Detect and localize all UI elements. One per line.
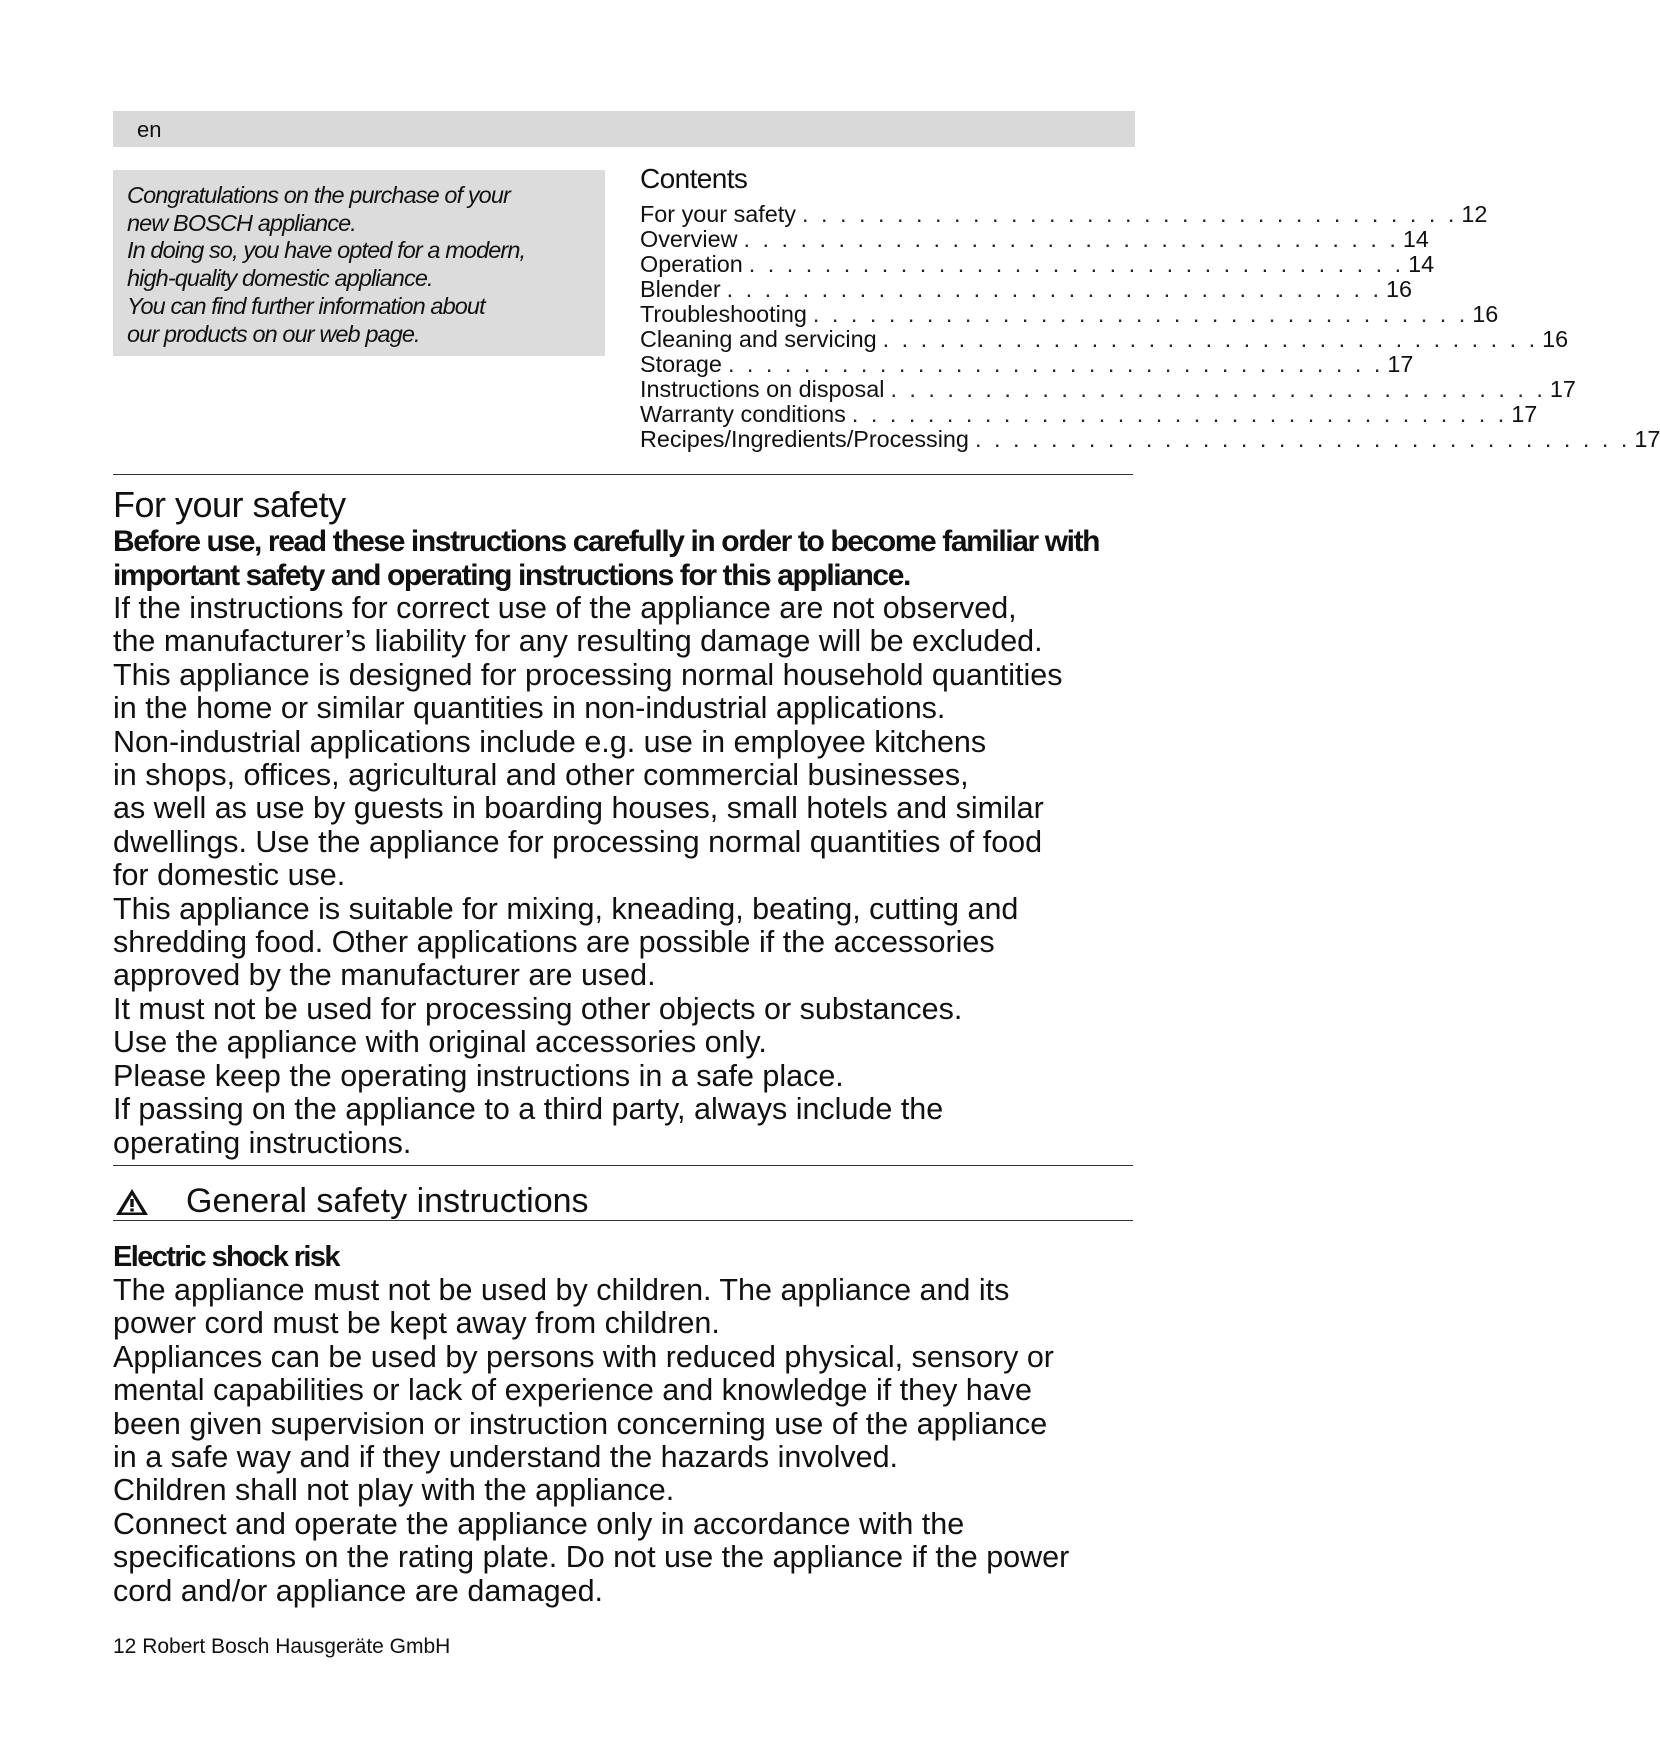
contents-item[interactable] [640,426,1660,452]
electric-shock-body: The appliance must not be used by children. The appliance and its power cord must be kept away from children. Appliances can be used by persons with reduced physical, sensory or mental capabilities or lack of experience and knowledge if they have been given supervision or instruction concerning use of the appliance in a safe way and if they understand the hazards involved. Children shall not play with the appliance. Connect and operate the appliance only in accordance with the specifications on the rating plate. Do not use the appliance if the power cord and/or appliance are damaged. [113,1273,1070,1608]
safety-title: For your safety [113,484,346,525]
contents-title: Contents [640,163,748,194]
safety-lead: Before use, read these instructions carefully in order to become familiar with important safety and operating instructions for this appliance. [113,525,1100,592]
electric-shock-title: Electric shock risk [113,1241,339,1273]
contents-item[interactable] [640,376,1576,402]
contents-item-page: 16 [1472,301,1499,327]
intro-box [113,170,605,356]
contents-item-page: 17 [1634,426,1660,452]
leader-dots: . . . . . . . . . . . . . . . . . . . . . . . . . . . . . . . . . . . [890,376,1546,402]
leader-dots: . . . . . . . . . . . . . . . . . . . . . . . . . . . . . . . . . . . [743,226,1399,252]
contents-item-label: Overview [640,226,738,252]
leader-dots: . . . . . . . . . . . . . . . . . . . . . . . . . . . . . . . . . . . [802,201,1458,227]
contents-item-label: For your safety [640,201,796,227]
safety-body: If the instructions for correct use of the appliance are not observed, the manufacturer’s liability for any resulting damage will be excluded. This appliance is designed for processing normal household quantities in the home or similar quantities in non-industrial applications. Non-industrial applications include e.g. use in employee kitchens in shops, offices, agricultural and other commercial businesses, as well as use by guests in boarding houses, small hotels and similar dwellings. Use the appliance for processing normal quantities of food for domestic use. This appliance is suitable for mixing, kneading, beating, cutting and shredding food. Other applications are possible if the accessories approved by the manufacturer are used. It must not be used for processing other objects or substances. Use the appliance with original accessories only. Please keep the operating instructions in a safe place. If passing on the appliance to a third party, always include the operating instructions. [113,591,1063,1160]
leader-dots: . . . . . . . . . . . . . . . . . . . . . . . . . . . . . . . . . . . [851,401,1508,427]
contents-item-page: 14 [1408,251,1435,277]
electric-shock-section [113,1240,1143,1608]
contents-item-page: 16 [1542,326,1569,352]
contents-item-page: 16 [1386,276,1413,302]
leader-dots: . . . . . . . . . . . . . . . . . . . . . . . . . . . . . . . . . . . [726,276,1383,302]
language-bar [113,111,1135,147]
contents-item[interactable] [640,276,1413,302]
contents-item[interactable] [640,251,1435,277]
contents-item-page: 17 [1549,376,1576,402]
section-divider [113,474,1133,475]
language-code: en [137,117,162,142]
leader-dots: . . . . . . . . . . . . . . . . . . . . . . . . . . . . . . . . . . . [748,251,1405,277]
leader-dots: . . . . . . . . . . . . . . . . . . . . . . . . . . . . . . . . . . . [882,326,1539,352]
contents-item-label: Instructions on disposal [640,376,885,402]
leader-dots: . . . . . . . . . . . . . . . . . . . . . . . . . . . . . . . . . . . [727,351,1384,377]
leader-dots: . . . . . . . . . . . . . . . . . . . . . . . . . . . . . . . . . . . [974,426,1631,452]
contents-item[interactable] [640,351,1414,377]
contents-item-page: 17 [1387,351,1414,377]
general-safety-title: General safety instructions [186,1182,589,1220]
page-footer: 12 Robert Bosch Hausgeräte GmbH [113,1635,451,1658]
section-divider [113,1220,1133,1221]
contents-item-label: Blender [640,276,721,302]
contents-item[interactable] [640,401,1538,427]
contents-item-label: Warranty conditions [640,401,846,427]
contents-item-label: Recipes/Ingredients/Processing [640,426,969,452]
contents-item[interactable] [640,326,1569,352]
contents-item-label: Cleaning and servicing [640,326,877,352]
general-safety-heading [113,1178,1133,1224]
contents-item-page: 14 [1402,226,1429,252]
warning-triangle-icon [115,1188,149,1216]
section-divider [113,1165,1133,1166]
contents-section [640,160,1660,452]
contents-item-page: 12 [1461,201,1488,227]
contents-item[interactable] [640,301,1499,327]
contents-item[interactable] [640,201,1488,227]
intro-text: Congratulations on the purchase of your new BOSCH appliance. In doing so, you have opted for a modern, high-quality domestic appliance. You can find further information about our products on our web page. [127,182,526,347]
safety-section [113,485,1138,1160]
contents-item-page: 17 [1511,401,1538,427]
contents-item-label: Storage [640,351,722,377]
contents-list [640,201,1660,452]
leader-dots: . . . . . . . . . . . . . . . . . . . . . . . . . . . . . . . . . . . [812,301,1469,327]
contents-item-label: Troubleshooting [640,301,807,327]
contents-item-label: Operation [640,251,743,277]
contents-item[interactable] [640,226,1429,252]
